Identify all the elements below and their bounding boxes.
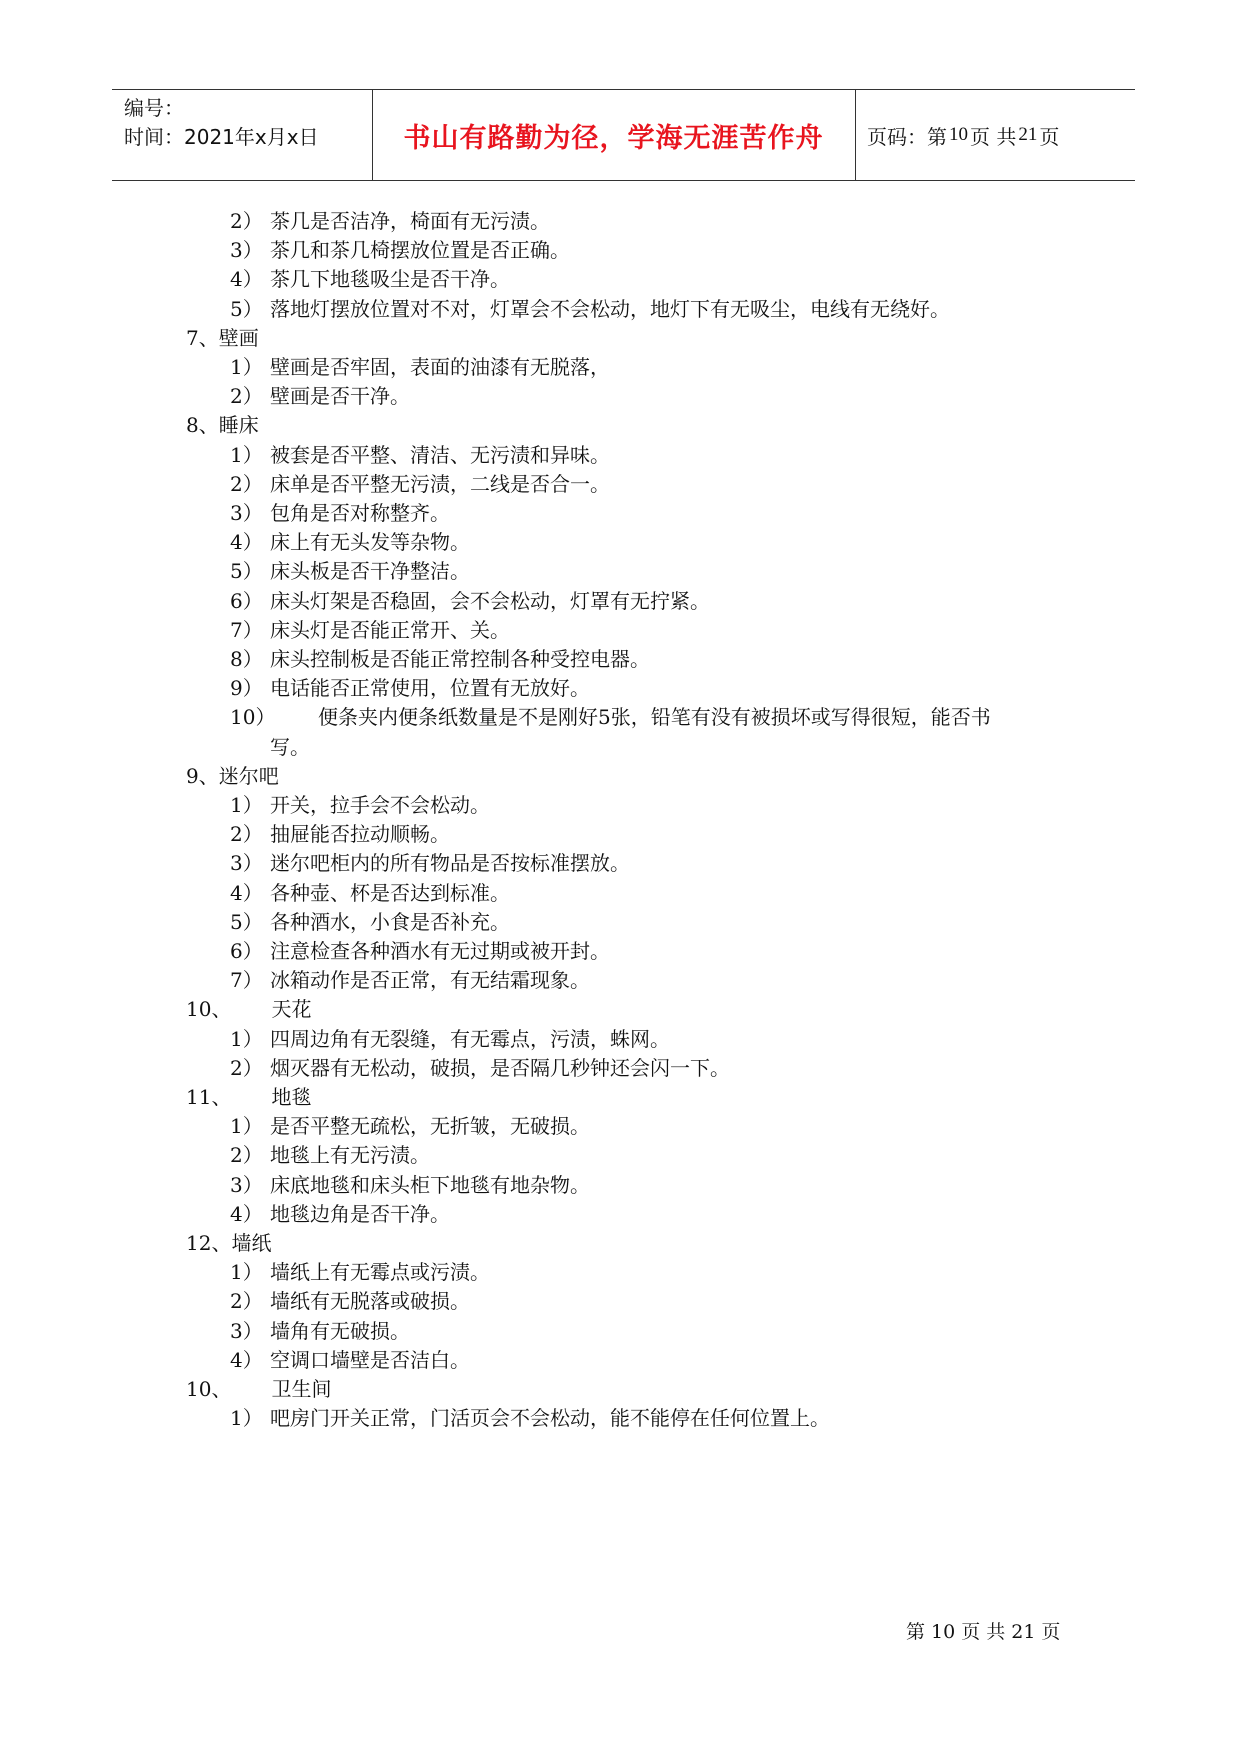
list-item — [230, 1172, 590, 1198]
list-item-text: 床头灯是否能正常开、关。 — [270, 617, 510, 642]
section-heading — [186, 1376, 331, 1402]
list-item-number: 3） — [230, 1318, 263, 1343]
list-item-text: 电话能否正常使用，位置有无放好。 — [270, 676, 590, 701]
section-number: 10、 — [186, 1377, 232, 1401]
list-item-text: 壁画是否牢固，表面的油漆有无脱落， — [270, 355, 610, 379]
section-title: 墙纸 — [231, 1231, 272, 1255]
section-heading — [186, 1230, 271, 1256]
list-item-text: 床头控制板是否能正常控制各种受控电器。 — [270, 647, 650, 671]
section-number: 11、 — [186, 1085, 232, 1109]
list-item-text: 便条夹内便条纸数量是不是刚好5张，铅笔有没有被损坏或写得很短，能否书 — [318, 705, 991, 730]
footer-gong: 共 — [986, 1621, 1006, 1643]
header-divider — [855, 90, 856, 180]
list-item-number: 1） — [230, 442, 263, 467]
list-item-number: 8） — [230, 647, 263, 671]
list-item-text: 床单是否平整无污渍，二线是否合一。 — [270, 471, 610, 496]
list-item-text: 茶几是否洁净，椅面有无污渍。 — [270, 209, 550, 233]
list-item — [230, 821, 450, 847]
list-item-number: 4） — [230, 530, 263, 555]
list-item-number: 4） — [230, 880, 263, 905]
list-item — [230, 500, 450, 526]
list-item — [230, 1142, 430, 1168]
list-item — [230, 1405, 830, 1431]
document-time-label: 时间：2021年x月x日 — [124, 125, 319, 149]
list-item-text: 开关，拉手会不会松动。 — [270, 793, 490, 817]
list-item-text: 床头灯架是否稳固，会不会松动，灯罩有无拧紧。 — [270, 588, 710, 613]
list-item — [230, 1259, 490, 1285]
list-item — [230, 675, 590, 701]
list-item-number: 3） — [230, 238, 263, 263]
list-item-number: 4） — [230, 1347, 263, 1372]
list-item-text: 各种壶、杯是否达到标准。 — [270, 880, 510, 905]
list-item-number: 2） — [230, 209, 263, 233]
section-title: 天花 — [271, 997, 312, 1022]
list-item-text: 吧房门开关正常，门活页会不会松动，能不能停在任何位置上。 — [270, 1406, 830, 1431]
list-item-text: 墙纸有无脱落或破损。 — [270, 1289, 470, 1314]
list-item-number: 1） — [230, 355, 263, 379]
list-item — [230, 850, 630, 876]
list-item-number: 2） — [230, 1143, 263, 1168]
section-heading — [186, 763, 279, 789]
list-item — [230, 471, 610, 497]
footer-current: 10 — [931, 1621, 956, 1643]
list-item-number: 2） — [230, 471, 263, 496]
footer-mid: 页 — [961, 1621, 981, 1643]
header-meta — [124, 94, 369, 152]
list-item — [230, 1055, 730, 1081]
section-title: 睡床 — [218, 413, 259, 438]
list-item — [230, 967, 590, 993]
list-item-number: 4） — [230, 267, 263, 292]
footer-first: 第 — [906, 1621, 926, 1643]
list-item-text: 落地灯摆放位置对不对，灯罩会不会松动，地灯下有无吸尘，电线有无绕好。 — [270, 296, 950, 321]
section-heading — [186, 325, 259, 351]
section-title: 地毯 — [271, 1085, 312, 1109]
list-item-text: 迷尔吧柜内的所有物品是否按标准摆放。 — [270, 851, 630, 876]
page-footer — [906, 1617, 1066, 1644]
list-item-number: 6） — [230, 588, 263, 613]
list-item — [230, 588, 710, 614]
list-item-text: 烟灭器有无松动，破损，是否隔几秒钟还会闪一下。 — [270, 1055, 730, 1080]
section-number: 7、 — [186, 325, 219, 350]
list-item-number: 7） — [230, 617, 263, 642]
list-item-continuation: 写。 — [270, 734, 310, 759]
list-item — [230, 1347, 470, 1373]
list-item-text: 墙纸上有无霉点或污渍。 — [270, 1260, 490, 1285]
section-title: 卫生间 — [271, 1377, 332, 1401]
list-item-number: 1） — [230, 1260, 263, 1285]
list-item — [230, 792, 490, 818]
list-item — [230, 1113, 590, 1139]
list-item-number: 3） — [230, 501, 263, 525]
list-item-number: 1） — [230, 1406, 263, 1431]
section-number: 10、 — [186, 997, 232, 1022]
list-item-text: 是否平整无疏松，无折皱，无破损。 — [270, 1114, 590, 1139]
list-item-text: 抽屉能否拉动顺畅。 — [270, 822, 450, 847]
list-item — [230, 208, 550, 234]
page-header-table — [112, 89, 1135, 181]
document-number-label: 编号： — [124, 96, 184, 120]
list-item-text: 冰箱动作是否正常，有无结霜现象。 — [270, 968, 590, 993]
list-item-number: 2） — [230, 384, 263, 409]
list-item-text: 四周边角有无裂缝，有无霉点，污渍，蛛网。 — [270, 1026, 670, 1051]
list-item-number: 5） — [230, 559, 263, 584]
list-item-number: 2） — [230, 1055, 263, 1080]
section-title: 壁画 — [218, 325, 259, 350]
list-item-text: 床头板是否干净整洁。 — [270, 559, 470, 584]
list-item-text: 茶几下地毯吸尘是否干净。 — [270, 267, 510, 292]
list-item — [230, 296, 950, 322]
section-heading — [186, 996, 311, 1022]
list-item-text: 地毯上有无污渍。 — [270, 1143, 430, 1168]
section-number: 12、 — [186, 1231, 232, 1255]
list-item — [230, 938, 610, 964]
list-item-number: 1） — [230, 1026, 263, 1051]
footer-end: 页 — [1041, 1621, 1061, 1643]
list-item-number: 9） — [230, 676, 263, 701]
list-item — [230, 704, 991, 730]
list-item-text: 茶几和茶几椅摆放位置是否正确。 — [270, 238, 570, 263]
list-item-number: 5） — [230, 909, 263, 934]
footer-total: 21 — [1011, 1621, 1036, 1643]
list-item — [230, 383, 410, 409]
list-item-text: 被套是否平整、清洁、无污渍和异味。 — [270, 442, 610, 467]
list-item-number: 3） — [230, 851, 263, 876]
list-item-text: 地毯边角是否干净。 — [270, 1201, 450, 1226]
section-heading — [186, 1084, 311, 1110]
header-page-info — [867, 90, 1059, 180]
list-item — [230, 266, 510, 292]
list-item — [230, 529, 470, 555]
section-heading — [186, 412, 259, 438]
header-page-end: 页 — [1039, 124, 1060, 149]
list-item — [230, 558, 470, 584]
list-item-text: 空调口墙壁是否洁白。 — [270, 1347, 470, 1372]
list-item — [230, 617, 510, 643]
list-item-text: 壁画是否干净。 — [270, 384, 410, 409]
list-item — [230, 354, 610, 380]
list-item — [230, 646, 650, 672]
list-item-text: 床底地毯和床头柜下地毯有地杂物。 — [270, 1172, 590, 1197]
header-page-total: 21 — [1018, 124, 1038, 145]
list-item — [230, 237, 570, 263]
header-motto: 书山有路勤为径，学海无涯苦作舟 — [403, 122, 824, 154]
list-item-number: 7） — [230, 968, 263, 993]
list-item-number: 6） — [230, 939, 263, 963]
list-item-text: 包角是否对称整齐。 — [270, 501, 450, 525]
section-number: 9、 — [186, 763, 219, 788]
list-item — [230, 880, 510, 906]
list-item-number: 2） — [230, 1289, 263, 1314]
list-item-text: 墙角有无破损。 — [270, 1318, 410, 1343]
list-item-text: 各种酒水，小食是否补充。 — [270, 909, 510, 934]
list-item — [230, 1318, 410, 1344]
list-item — [230, 442, 610, 468]
list-item-number: 1） — [230, 1114, 263, 1139]
list-item-number: 5） — [230, 296, 263, 321]
section-number: 8、 — [186, 413, 219, 438]
list-item — [230, 1201, 450, 1227]
header-page-mid: 页 共 — [970, 124, 1017, 149]
list-item-number: 10） — [230, 705, 276, 730]
list-item-text: 床上有无头发等杂物。 — [270, 530, 470, 555]
list-item-number: 1） — [230, 793, 263, 817]
section-title: 迷尔吧 — [218, 763, 279, 788]
list-item-number: 2） — [230, 822, 263, 847]
list-item-text: 注意检查各种酒水有无过期或被开封。 — [270, 939, 610, 963]
list-item — [230, 1288, 470, 1314]
list-item — [230, 909, 510, 935]
list-item-number: 4） — [230, 1201, 263, 1226]
list-item-number: 3） — [230, 1172, 263, 1197]
list-item — [230, 1026, 670, 1052]
header-page-label: 页码：第 — [867, 124, 947, 149]
header-page-current: 10 — [949, 124, 968, 145]
